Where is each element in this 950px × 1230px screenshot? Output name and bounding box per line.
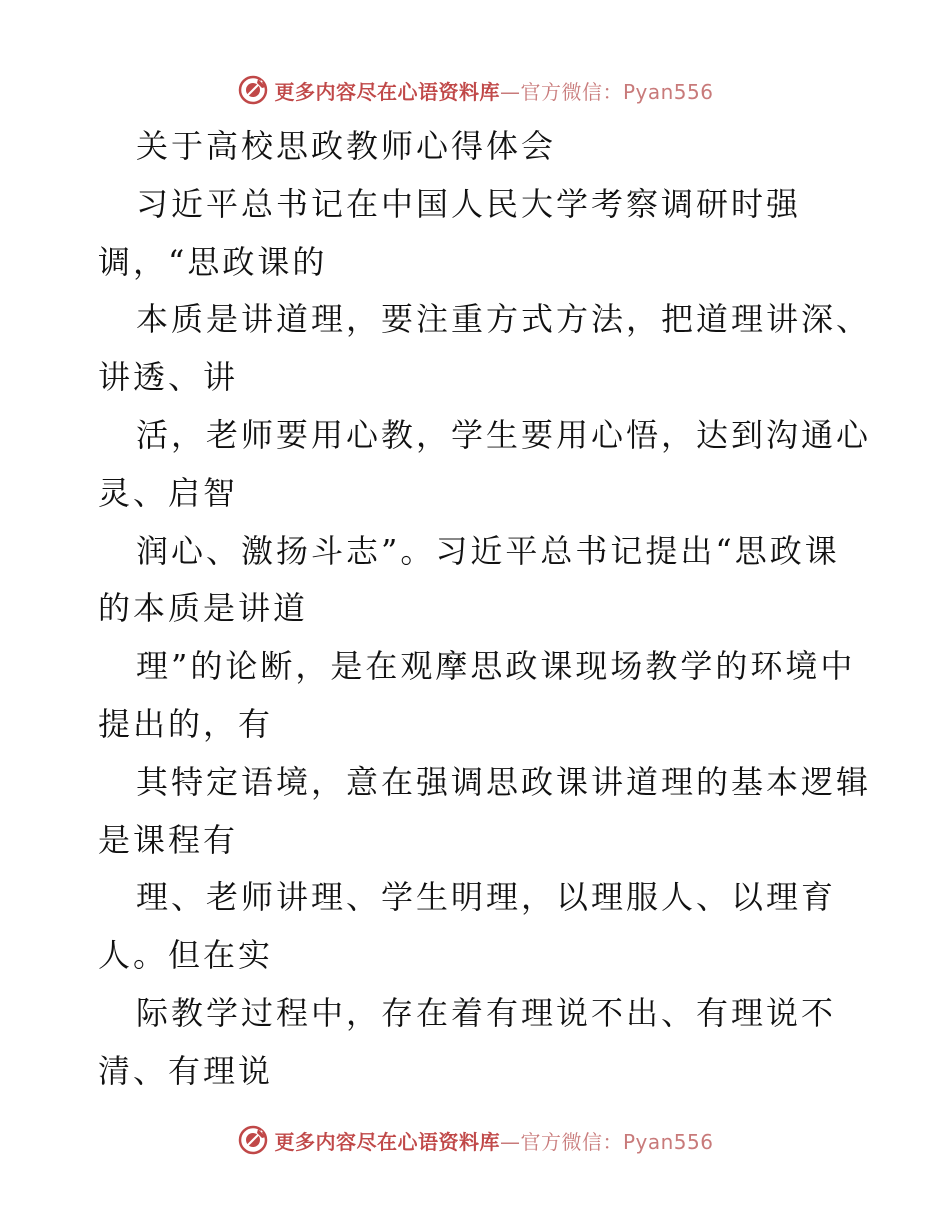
watermark-text xyxy=(274,76,713,105)
watermark-separator: — xyxy=(499,1129,521,1154)
paragraph-line: 清、有理说 xyxy=(98,1051,274,1090)
document-title: 关于高校思政教师心得体会 xyxy=(136,127,557,165)
paragraph-line: 人。但在实 xyxy=(98,936,274,975)
watermark-contact-text: 官方微信：Pyan556 xyxy=(520,1129,714,1154)
paragraph-line: 活，老师要用心教，学生要用心悟，达到沟通心 xyxy=(136,415,872,454)
paragraph-line: 理、老师讲理、学生明理，以理服人、以理育 xyxy=(136,878,837,917)
watermark-text xyxy=(274,1126,713,1155)
watermark-banner-bottom xyxy=(0,1120,950,1160)
watermark-banner-top xyxy=(0,70,950,110)
document-body xyxy=(98,118,872,1101)
watermark-main-text: 更多内容尽在心语资料库 xyxy=(274,79,500,104)
brand-logo-icon xyxy=(236,1123,270,1157)
watermark-main-text: 更多内容尽在心语资料库 xyxy=(274,1129,500,1154)
paragraph-line: 调，“思政课的 xyxy=(98,242,328,281)
paragraph-line: 讲透、讲 xyxy=(98,358,239,397)
paragraph-line: 润心、激扬斗志”。习近平总书记提出“思政课 xyxy=(136,531,840,570)
paragraph-line: 提出的，有 xyxy=(98,704,274,743)
brand-logo-icon xyxy=(236,73,270,107)
paragraph-line: 本质是讲道理，要注重方式方法，把道理讲深、 xyxy=(136,300,872,339)
watermark-contact-text: 官方微信：Pyan556 xyxy=(520,79,714,104)
paragraph-line: 理”的论断，是在观摩思政课现场教学的环境中 xyxy=(136,647,856,686)
watermark-separator: — xyxy=(499,79,521,104)
paragraph-line: 习近平总书记在中国人民大学考察调研时强 xyxy=(136,184,802,223)
paragraph-line: 灵、启智 xyxy=(98,473,239,512)
paragraph-line: 是课程有 xyxy=(98,820,239,859)
paragraph-line: 其特定语境，意在强调思政课讲道理的基本逻辑 xyxy=(136,762,872,801)
paragraph-line: 的本质是讲道 xyxy=(98,589,309,628)
paragraph-line: 际教学过程中，存在着有理说不出、有理说不 xyxy=(136,993,837,1032)
